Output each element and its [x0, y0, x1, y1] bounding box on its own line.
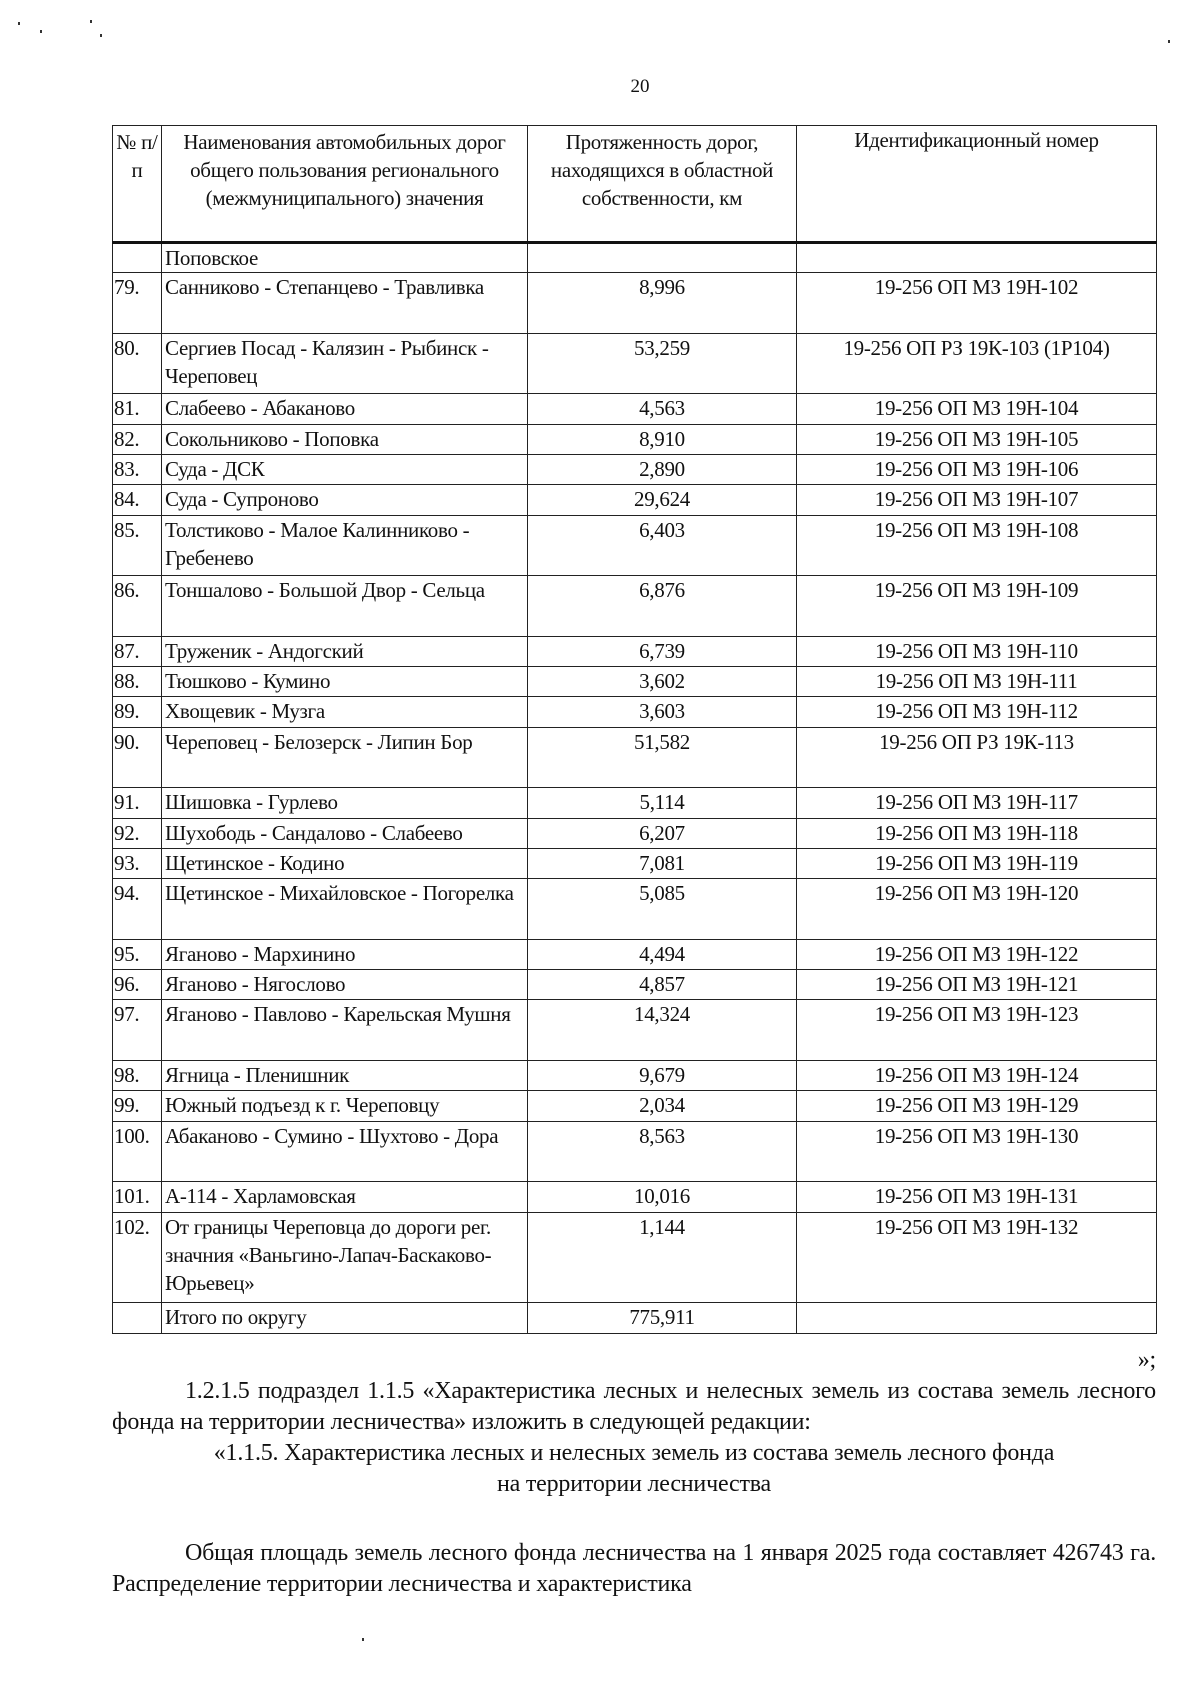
road-name: Сергиев Посад - Калязин - Рыбинск - Череповец: [162, 333, 528, 394]
row-number: 91.: [113, 788, 162, 818]
road-length: 5,085: [528, 879, 797, 940]
road-id: 19-256 ОП МЗ 19Н-111: [797, 667, 1157, 697]
road-name: От границы Череповца до дороги рег. значния «Ваньгино-Лапач-Баскаково-Юрьевец»: [162, 1212, 528, 1303]
road-length: 775,911: [528, 1303, 797, 1333]
road-id: 19-256 ОП МЗ 19Н-119: [797, 848, 1157, 878]
road-id: 19-256 ОП МЗ 19Н-122: [797, 939, 1157, 969]
road-name: Суда - Супроново: [162, 485, 528, 515]
row-number: 85.: [113, 515, 162, 576]
road-name: Яганово - Павлово - Карельская Мушня: [162, 1000, 528, 1061]
road-length: 2,890: [528, 455, 797, 485]
road-length: 3,602: [528, 667, 797, 697]
road-name: Хвощевик - Музга: [162, 697, 528, 727]
table-row: [113, 939, 1157, 969]
road-length: 8,910: [528, 424, 797, 454]
row-number: 79.: [113, 273, 162, 334]
table-row: [113, 970, 1157, 1000]
header-num: № п/п: [113, 126, 162, 243]
road-id: 19-256 ОП МЗ 19Н-129: [797, 1091, 1157, 1121]
table-row: [113, 697, 1157, 727]
row-number: 99.: [113, 1091, 162, 1121]
table-row: [113, 485, 1157, 515]
section-heading-2: на территории лесничества: [496, 1471, 772, 1497]
closing-quote: »;: [1137, 1347, 1156, 1373]
road-name: Яганово - Нягослово: [162, 970, 528, 1000]
road-name: А-114 - Харламовская: [162, 1182, 528, 1212]
table-row: [113, 576, 1157, 637]
road-name: Щетинское - Михайловское - Погорелка: [162, 879, 528, 940]
road-name: Южный подъезд к г. Череповцу: [162, 1091, 528, 1121]
road-name: Яганово - Мархинино: [162, 939, 528, 969]
road-id: [797, 1303, 1157, 1333]
road-name: Череповец - Белозерск - Липин Бор: [162, 727, 528, 788]
road-length: 4,563: [528, 394, 797, 424]
road-id: 19-256 ОП МЗ 19Н-102: [797, 273, 1157, 334]
road-id: 19-256 ОП РЗ 19К-113: [797, 727, 1157, 788]
road-id: 19-256 ОП МЗ 19Н-123: [797, 1000, 1157, 1061]
road-length: [528, 243, 797, 273]
section-paragraph: [112, 1376, 1156, 1500]
table-row: [113, 848, 1157, 878]
road-id: 19-256 ОП МЗ 19Н-105: [797, 424, 1157, 454]
table-row: [113, 1091, 1157, 1121]
road-length: 4,857: [528, 970, 797, 1000]
table-row: [113, 394, 1157, 424]
table-row: [113, 1212, 1157, 1303]
row-number: [113, 1303, 162, 1333]
table-row: [113, 243, 1157, 273]
road-id: 19-256 ОП МЗ 19Н-110: [797, 636, 1157, 666]
row-number: 86.: [113, 576, 162, 637]
road-name: Итого по округу: [162, 1303, 528, 1333]
row-number: 93.: [113, 848, 162, 878]
table-row: [113, 1303, 1157, 1333]
road-length: 3,603: [528, 697, 797, 727]
table-row: [113, 455, 1157, 485]
road-name: Абаканово - Сумино - Шухтово - Дора: [162, 1121, 528, 1182]
road-name: Щетинское - Кодино: [162, 848, 528, 878]
road-name: Слабеево - Абаканово: [162, 394, 528, 424]
road-length: 1,144: [528, 1212, 797, 1303]
road-length: 6,403: [528, 515, 797, 576]
row-number: 89.: [113, 697, 162, 727]
road-length: 9,679: [528, 1061, 797, 1091]
road-id: 19-256 ОП МЗ 19Н-106: [797, 455, 1157, 485]
header-length: Протяженность дорог, находящихся в областной собственности, км: [528, 126, 797, 243]
row-number: 98.: [113, 1061, 162, 1091]
road-id: 19-256 ОП МЗ 19Н-112: [797, 697, 1157, 727]
section-heading-1: «1.1.5. Характеристика лесных и нелесных земель из состава земель лесного фонда: [213, 1440, 1055, 1466]
road-id: 19-256 ОП МЗ 19Н-118: [797, 818, 1157, 848]
table-row: [113, 515, 1157, 576]
road-length: 8,563: [528, 1121, 797, 1182]
road-name: Сокольниково - Поповка: [162, 424, 528, 454]
road-length: 2,034: [528, 1091, 797, 1121]
road-id: 19-256 ОП МЗ 19Н-107: [797, 485, 1157, 515]
row-number: 95.: [113, 939, 162, 969]
road-length: 6,876: [528, 576, 797, 637]
road-length: 10,016: [528, 1182, 797, 1212]
road-length: 4,494: [528, 939, 797, 969]
road-name: Шишовка - Гурлево: [162, 788, 528, 818]
road-id: 19-256 ОП МЗ 19Н-132: [797, 1212, 1157, 1303]
row-number: 81.: [113, 394, 162, 424]
road-length: 14,324: [528, 1000, 797, 1061]
road-id: 19-256 ОП РЗ 19К-103 (1Р104): [797, 333, 1157, 394]
road-name: Труженик - Андогский: [162, 636, 528, 666]
road-name: Шухободь - Сандалово - Слабеево: [162, 818, 528, 848]
roads-table: [112, 125, 1157, 1334]
road-length: 6,739: [528, 636, 797, 666]
row-number: 96.: [113, 970, 162, 1000]
road-length: 53,259: [528, 333, 797, 394]
road-length: 8,996: [528, 273, 797, 334]
section-text: 1.2.1.5 подраздел 1.1.5 «Характеристика лесных и нелесных земель из состава земель лесного фонда на территории лесничества» изложить в следующей редакции:: [112, 1378, 1156, 1435]
row-number: 94.: [113, 879, 162, 940]
row-number: 90.: [113, 727, 162, 788]
road-length: 51,582: [528, 727, 797, 788]
road-length: 6,207: [528, 818, 797, 848]
table-row: [113, 727, 1157, 788]
table-row: [113, 1000, 1157, 1061]
table-row: [113, 636, 1157, 666]
road-name: Санниково - Степанцево - Травливка: [162, 273, 528, 334]
row-number: [113, 243, 162, 273]
row-number: 102.: [113, 1212, 162, 1303]
road-id: 19-256 ОП МЗ 19Н-130: [797, 1121, 1157, 1182]
road-length: 7,081: [528, 848, 797, 878]
road-name: Тоншалово - Большой Двор - Сельца: [162, 576, 528, 637]
row-number: 80.: [113, 333, 162, 394]
table-row: [113, 1182, 1157, 1212]
road-id: 19-256 ОП МЗ 19Н-104: [797, 394, 1157, 424]
table-row: [113, 788, 1157, 818]
row-number: 84.: [113, 485, 162, 515]
table-header-row: [113, 126, 1157, 243]
road-name: Тюшково - Кумино: [162, 667, 528, 697]
row-number: 97.: [113, 1000, 162, 1061]
road-length: 5,114: [528, 788, 797, 818]
table-row: [113, 424, 1157, 454]
road-id: [797, 243, 1157, 273]
table-row: [113, 818, 1157, 848]
road-name: Поповское: [162, 243, 528, 273]
header-name: Наименования автомобильных дорог общего пользования регионального (межмуниципального) значения: [162, 126, 528, 243]
row-number: 88.: [113, 667, 162, 697]
table-row: [113, 333, 1157, 394]
row-number: 100.: [113, 1121, 162, 1182]
road-id: 19-256 ОП МЗ 19Н-121: [797, 970, 1157, 1000]
table-row: [113, 273, 1157, 334]
road-id: 19-256 ОП МЗ 19Н-109: [797, 576, 1157, 637]
road-length: 29,624: [528, 485, 797, 515]
row-number: 87.: [113, 636, 162, 666]
page-number: 20: [630, 76, 650, 97]
road-name: Ягница - Пленишник: [162, 1061, 528, 1091]
header-id: Идентификационный номер: [797, 126, 1157, 243]
road-id: 19-256 ОП МЗ 19Н-120: [797, 879, 1157, 940]
road-name: Суда - ДСК: [162, 455, 528, 485]
table-row: [113, 1061, 1157, 1091]
body-paragraph: Общая площадь земель лесного фонда лесничества на 1 января 2025 года составляет 426743 га. Распределение территории лесничества и характеристика: [112, 1540, 1156, 1597]
table-row: [113, 1121, 1157, 1182]
row-number: 101.: [113, 1182, 162, 1212]
table-body: [113, 243, 1157, 1334]
road-id: 19-256 ОП МЗ 19Н-108: [797, 515, 1157, 576]
road-id: 19-256 ОП МЗ 19Н-131: [797, 1182, 1157, 1212]
table-row: [113, 667, 1157, 697]
row-number: 92.: [113, 818, 162, 848]
table-row: [113, 879, 1157, 940]
road-id: 19-256 ОП МЗ 19Н-124: [797, 1061, 1157, 1091]
road-name: Толстиково - Малое Калинниково - Гребенево: [162, 515, 528, 576]
row-number: 82.: [113, 424, 162, 454]
road-id: 19-256 ОП МЗ 19Н-117: [797, 788, 1157, 818]
row-number: 83.: [113, 455, 162, 485]
